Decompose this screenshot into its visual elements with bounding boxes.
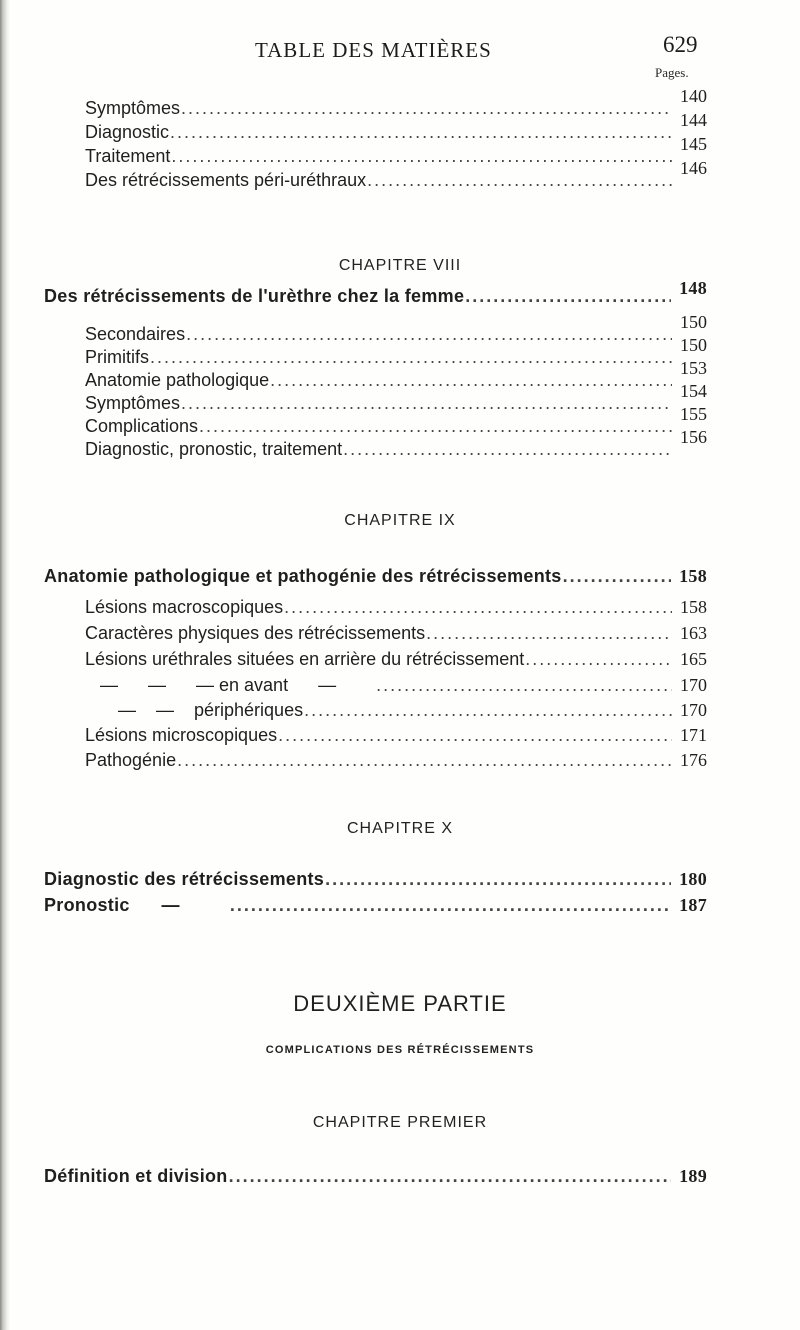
toc-entry	[85, 647, 707, 671]
toc-entry-label: Diagnostic, pronostic, traitement	[85, 439, 343, 459]
toc-entry	[85, 427, 707, 461]
toc-entry-label: Lésions uréthrales situées en arrière du rétrécissement	[85, 649, 525, 669]
dot-leader	[525, 647, 672, 671]
toc-entry-label: Des rétrécissements péri-uréthraux	[85, 170, 367, 190]
chapter-heading: CHAPITRE VIII	[338, 257, 462, 274]
toc-entry-page: 146	[680, 158, 707, 178]
toc-entry	[85, 621, 707, 645]
toc-entry-page: 170	[680, 675, 707, 695]
toc-entry-page: 176	[680, 750, 707, 770]
toc-entry-label: Complications	[85, 416, 199, 436]
dot-leader	[465, 284, 671, 308]
dot-leader	[199, 414, 672, 438]
toc-entry-page: 163	[680, 623, 707, 643]
dot-leader	[177, 748, 672, 772]
dot-leader	[150, 345, 672, 369]
toc-entry	[85, 404, 707, 438]
chapter-heading: CHAPITRE X	[346, 820, 453, 837]
toc-entry-page: 180	[679, 869, 707, 889]
toc-entry-page: 165	[680, 649, 707, 669]
toc-entry-page: 150	[680, 312, 707, 332]
dot-leader	[171, 144, 672, 168]
toc-entry-label: Traitement	[85, 146, 171, 166]
page-number: 629	[663, 32, 698, 57]
toc-entry-page: 148	[679, 278, 707, 298]
toc-main-entry	[44, 564, 707, 588]
toc-entry-label: Pathogénie	[85, 750, 177, 770]
dot-leader	[278, 723, 672, 747]
toc-entry-label: — — périphériques	[118, 700, 304, 720]
toc-entry	[85, 748, 707, 772]
toc-entry-label: Anatomie pathologique et pathogénie des rétrécissements	[44, 566, 562, 586]
toc-entry	[85, 358, 707, 392]
toc-entry-label: Symptômes	[85, 98, 181, 118]
toc-entry-page: 154	[680, 381, 707, 401]
toc-main-entry	[44, 893, 707, 917]
toc-main-entry	[44, 278, 707, 308]
toc-entry	[85, 723, 707, 747]
dot-leader	[181, 96, 672, 120]
toc-entry-page: 156	[680, 427, 707, 447]
toc-entry-page: 153	[680, 358, 707, 378]
toc-entry	[85, 158, 707, 192]
toc-entry	[85, 110, 707, 144]
toc-entry	[85, 381, 707, 415]
toc-entry	[85, 595, 707, 619]
chapter-heading: CHAPITRE IX	[344, 512, 456, 529]
chapter-heading: CHAPITRE PREMIER	[312, 1114, 488, 1131]
toc-entry-page: 158	[679, 566, 707, 586]
toc-entry-label: Lésions microscopiques	[85, 725, 278, 745]
dot-leader	[325, 867, 671, 891]
toc-entry-page: 187	[679, 895, 707, 915]
toc-entry	[85, 312, 707, 346]
toc-entry-label: — — — en avant —	[100, 675, 337, 695]
toc-entry-label: Définition et division	[44, 1166, 228, 1186]
dot-leader	[376, 673, 672, 697]
dot-leader	[426, 621, 672, 645]
dot-leader	[229, 1164, 671, 1188]
toc-entry	[100, 673, 707, 697]
part-title: DEUXIÈME PARTIE	[293, 991, 507, 1016]
toc-entry-page: 171	[680, 725, 707, 745]
dot-leader	[563, 564, 671, 588]
toc-main-entry	[44, 867, 707, 891]
toc-entry-page: 150	[680, 335, 707, 355]
toc-entry-label: Primitifs	[85, 347, 149, 367]
dot-leader	[230, 893, 671, 917]
toc-entry-page: 140	[680, 86, 707, 106]
toc-entry-page: 170	[680, 700, 707, 720]
toc-entry-label: Des rétrécissements de l'urèthre chez la femme	[44, 286, 465, 306]
toc-entry-label: Lésions macroscopiques	[85, 597, 284, 617]
dot-leader	[186, 322, 672, 346]
dot-leader	[270, 368, 672, 392]
toc-entry-page: 144	[680, 110, 707, 130]
dot-leader	[367, 168, 672, 192]
pages-column-label: Pages.	[655, 65, 689, 80]
toc-entry	[85, 134, 707, 168]
toc-entry-label: Caractères physiques des rétrécissements	[85, 623, 426, 643]
toc-entry-label: Diagnostic des rétrécissements	[44, 869, 325, 889]
dot-leader	[284, 595, 672, 619]
toc-entry-page: 158	[680, 597, 707, 617]
dot-leader	[304, 698, 672, 722]
toc-entry-label: Anatomie pathologique	[85, 370, 270, 390]
dot-leader	[181, 391, 672, 415]
toc-entry	[85, 86, 707, 120]
running-header: TABLE DES MATIÈRES	[255, 38, 492, 62]
dot-leader	[170, 120, 672, 144]
toc-main-entry	[44, 1164, 707, 1188]
toc-entry-label: Secondaires	[85, 324, 186, 344]
toc-entry	[85, 335, 707, 369]
toc-entry-label: Pronostic —	[44, 895, 180, 915]
toc-entry-label: Symptômes	[85, 393, 181, 413]
toc-entry-label: Diagnostic	[85, 122, 170, 142]
toc-entry-page: 189	[679, 1166, 707, 1186]
toc-entry	[118, 698, 707, 722]
part-subtitle: COMPLICATIONS DES RÉTRÉCISSEMENTS	[265, 1044, 535, 1056]
toc-entry-page: 155	[680, 404, 707, 424]
dot-leader	[343, 437, 672, 461]
toc-entry-page: 145	[680, 134, 707, 154]
